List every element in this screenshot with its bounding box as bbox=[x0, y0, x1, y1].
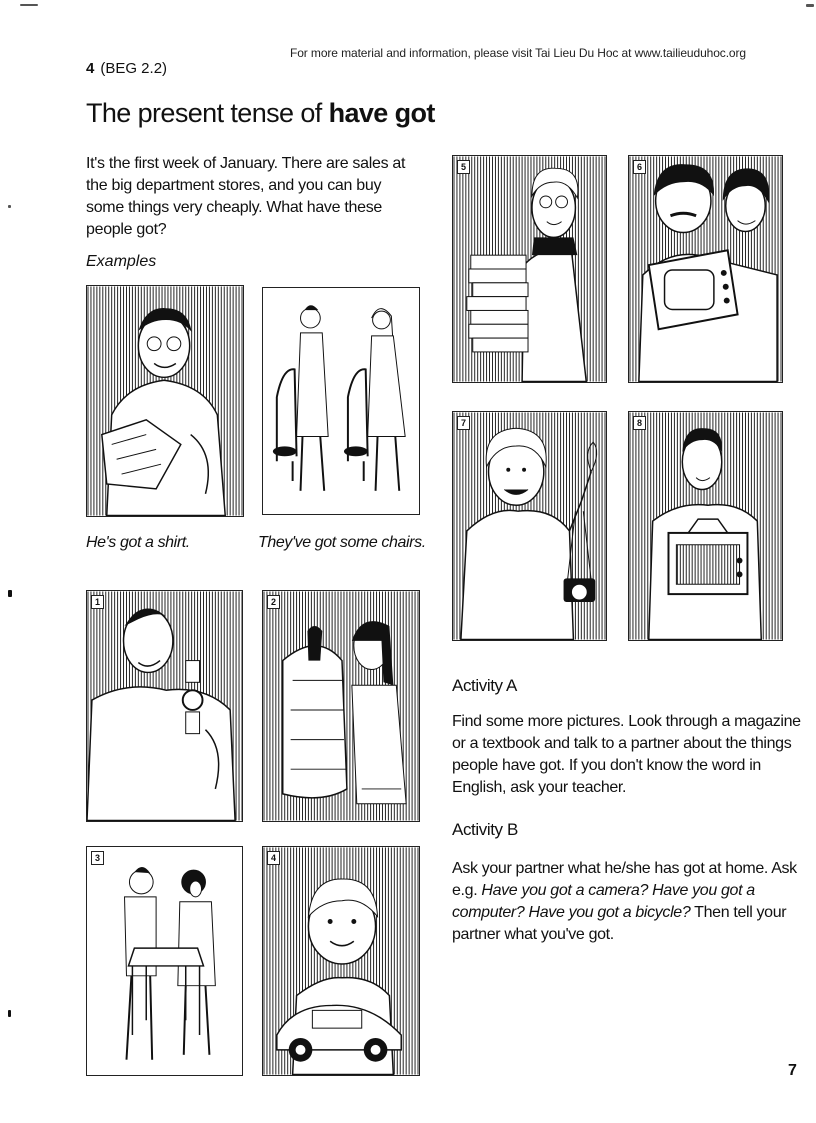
woman-with-camera-illustration bbox=[453, 412, 606, 640]
title-plain: The present tense of bbox=[86, 98, 329, 128]
picture-panel-4 bbox=[262, 846, 420, 1076]
picture-panel-2 bbox=[262, 590, 420, 822]
title-bold: have got bbox=[328, 98, 435, 128]
page-number: 7 bbox=[788, 1062, 797, 1079]
picture-panel-5 bbox=[452, 155, 607, 383]
panel-number-4: 4 bbox=[267, 851, 280, 865]
couple-with-table-illustration bbox=[87, 847, 242, 1075]
woman-with-coat-illustration bbox=[263, 591, 419, 821]
man-with-radio-illustration bbox=[629, 412, 782, 640]
activity-b-example-questions: Have you got a camera? Have you got a computer? Have you got a bicycle? bbox=[452, 882, 755, 921]
man-with-shirt-illustration bbox=[87, 286, 243, 516]
scan-mark bbox=[8, 205, 11, 208]
page-title bbox=[86, 98, 435, 129]
example-picture-chairs bbox=[262, 287, 420, 515]
scan-mark bbox=[8, 590, 12, 597]
woman-with-books-illustration bbox=[453, 156, 606, 382]
activity-a-title: Activity A bbox=[452, 676, 517, 695]
picture-panel-3 bbox=[86, 846, 243, 1076]
example-picture-shirt bbox=[86, 285, 244, 517]
caption-shirt: He's got a shirt. bbox=[86, 534, 190, 551]
unit-code: (BEG 2.2) bbox=[100, 60, 168, 77]
scan-mark bbox=[806, 4, 814, 7]
panel-number-3: 3 bbox=[91, 851, 104, 865]
unit-number: 4 bbox=[86, 60, 95, 77]
activity-b-text-part-2: Then tell your partner what you've got. bbox=[452, 904, 787, 943]
picture-panel-7 bbox=[452, 411, 607, 641]
header-note: For more material and information, please visit Tai Lieu Du Hoc at www.tailieuduhoc.org bbox=[290, 46, 746, 60]
picture-panel-1 bbox=[86, 590, 243, 822]
unit-label bbox=[86, 60, 167, 77]
man-with-watch-illustration bbox=[87, 591, 242, 821]
panel-number-6: 6 bbox=[633, 160, 646, 174]
picture-panel-8 bbox=[628, 411, 783, 641]
boy-with-toy-car-illustration bbox=[263, 847, 419, 1075]
picture-panel-6 bbox=[628, 155, 783, 383]
panel-number-1: 1 bbox=[91, 595, 104, 609]
activity-a-text: Find some more pictures. Look through a magazine or a textbook and talk to a partner about the things people have got. If you don't know the word in English, ask your teacher. bbox=[452, 713, 801, 796]
scan-mark bbox=[8, 1010, 11, 1017]
caption-chairs: They've got some chairs. bbox=[258, 534, 426, 551]
panel-number-5: 5 bbox=[457, 160, 470, 174]
couple-with-television-illustration bbox=[629, 156, 782, 382]
panel-number-7: 7 bbox=[457, 416, 470, 430]
couple-with-chairs-illustration bbox=[263, 288, 419, 514]
intro-text: It's the first week of January. There are sales at the big department stores, and you can buy some things very cheaply. What have these people got? bbox=[86, 155, 406, 238]
panel-number-8: 8 bbox=[633, 416, 646, 430]
panel-number-2: 2 bbox=[267, 595, 280, 609]
scan-mark bbox=[20, 4, 38, 6]
examples-label: Examples bbox=[86, 253, 157, 270]
activity-b-text bbox=[452, 858, 802, 946]
activity-b-title: Activity B bbox=[452, 820, 518, 839]
activity-b-text-part-1: Ask your partner what he/she has got at home. Ask e.g. bbox=[452, 860, 797, 899]
